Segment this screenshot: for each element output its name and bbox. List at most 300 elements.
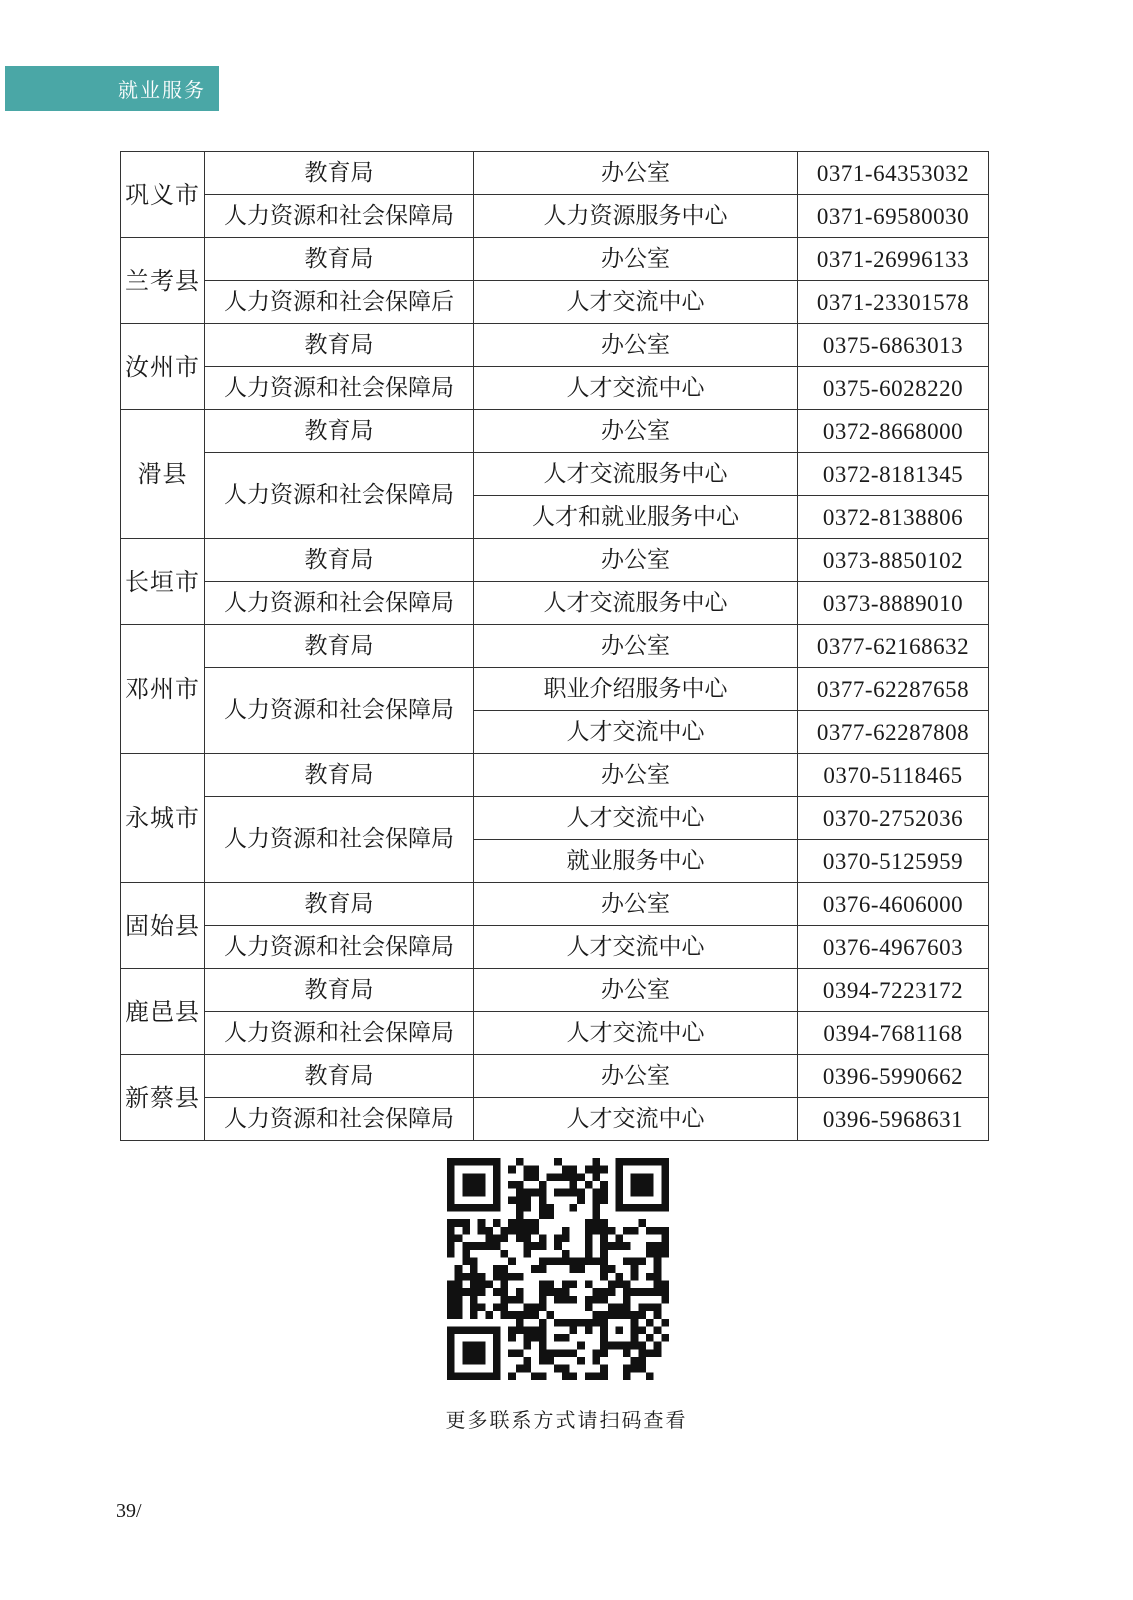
qr-module (562, 1372, 570, 1380)
qr-module (539, 1349, 547, 1357)
qr-finder-inner (462, 1173, 485, 1196)
qr-module (516, 1326, 524, 1334)
qr-module (455, 1303, 463, 1311)
qr-module (524, 1196, 532, 1204)
qr-module (585, 1166, 593, 1174)
qr-module (485, 1227, 493, 1235)
qr-module (600, 1258, 608, 1266)
qr-module (531, 1227, 539, 1235)
qr-module (508, 1258, 516, 1266)
county-cell: 新蔡县 (121, 1055, 205, 1141)
qr-module (447, 1288, 455, 1296)
qr-module (455, 1280, 463, 1288)
qr-module (592, 1357, 600, 1365)
qr-module (547, 1280, 555, 1288)
qr-module (562, 1296, 570, 1304)
qr-module (623, 1296, 631, 1304)
qr-module (455, 1219, 463, 1227)
office-cell: 人才交流中心 (474, 281, 798, 324)
qr-module (600, 1365, 608, 1373)
qr-module (478, 1242, 486, 1250)
phone-cell: 0375-6028220 (798, 367, 989, 410)
qr-module (462, 1273, 470, 1281)
qr-module (547, 1311, 555, 1319)
qr-module (654, 1349, 662, 1357)
qr-module (508, 1227, 516, 1235)
office-cell: 办公室 (474, 410, 798, 453)
qr-module (638, 1326, 646, 1334)
qr-finder-inner (462, 1342, 485, 1365)
qr-module (470, 1311, 478, 1319)
qr-module (501, 1288, 509, 1296)
qr-module (638, 1258, 646, 1266)
qr-module (585, 1303, 593, 1311)
qr-module (585, 1235, 593, 1243)
qr-module (455, 1296, 463, 1304)
qr-module (470, 1265, 478, 1273)
office-cell: 办公室 (474, 539, 798, 582)
qr-module (508, 1334, 516, 1342)
qr-module (462, 1258, 470, 1266)
qr-module (615, 1303, 623, 1311)
office-cell: 办公室 (474, 1055, 798, 1098)
qr-module (577, 1319, 585, 1327)
qr-module (592, 1189, 600, 1197)
qr-module (646, 1303, 654, 1311)
department-cell: 教育局 (205, 1055, 474, 1098)
qr-module (547, 1288, 555, 1296)
qr-module (470, 1242, 478, 1250)
table-row (121, 625, 989, 668)
qr-module (585, 1296, 593, 1304)
qr-module (447, 1242, 455, 1250)
qr-module (462, 1227, 470, 1235)
office-cell: 人才交流服务中心 (474, 453, 798, 496)
qr-module (600, 1242, 608, 1250)
qr-module (638, 1311, 646, 1319)
phone-cell: 0372-8138806 (798, 496, 989, 539)
department-cell: 教育局 (205, 410, 474, 453)
qr-module (554, 1158, 562, 1166)
qr-module (623, 1288, 631, 1296)
office-cell: 办公室 (474, 754, 798, 797)
qr-module (646, 1334, 654, 1342)
qr-module (516, 1235, 524, 1243)
qr-module (539, 1181, 547, 1189)
qr-module (654, 1288, 662, 1296)
qr-module (524, 1326, 532, 1334)
qr-module (493, 1235, 501, 1243)
qr-module (478, 1303, 486, 1311)
phone-cell: 0371-23301578 (798, 281, 989, 324)
qr-module (554, 1189, 562, 1197)
table-row (121, 1012, 989, 1055)
qr-module (615, 1280, 623, 1288)
qr-module (554, 1258, 562, 1266)
qr-module (646, 1372, 654, 1380)
qr-module (478, 1273, 486, 1281)
qr-module (585, 1326, 593, 1334)
qr-module (478, 1280, 486, 1288)
department-cell: 教育局 (205, 754, 474, 797)
county-cell: 鹿邑县 (121, 969, 205, 1055)
qr-module (516, 1319, 524, 1327)
qr-module (508, 1196, 516, 1204)
section-title: 就业服务 (118, 78, 206, 102)
qr-module (508, 1296, 516, 1304)
qr-module (524, 1227, 532, 1235)
qr-module (562, 1319, 570, 1327)
qr-module (531, 1189, 539, 1197)
qr-module (577, 1189, 585, 1197)
qr-module (600, 1273, 608, 1281)
qr-module (493, 1265, 501, 1273)
department-cell: 人力资源和社会保障局 (205, 926, 474, 969)
qr-module (623, 1372, 631, 1380)
qr-module (470, 1273, 478, 1281)
qr-module (531, 1326, 539, 1334)
qr-module (592, 1158, 600, 1166)
phone-cell: 0377-62168632 (798, 625, 989, 668)
county-cell: 汝州市 (121, 324, 205, 410)
phone-cell: 0371-26996133 (798, 238, 989, 281)
department-cell: 人力资源和社会保障后 (205, 281, 474, 324)
qr-module (524, 1303, 532, 1311)
qr-module (608, 1280, 616, 1288)
qr-module (554, 1242, 562, 1250)
office-cell: 办公室 (474, 625, 798, 668)
qr-caption: 更多联系方式请扫码查看 (445, 1408, 688, 1432)
phone-cell: 0372-8181345 (798, 453, 989, 496)
qr-module (485, 1235, 493, 1243)
qr-module (608, 1265, 616, 1273)
page-number: 39/ (116, 1500, 142, 1522)
qr-module (501, 1273, 509, 1281)
qr-module (455, 1273, 463, 1281)
county-cell: 邓州市 (121, 625, 205, 754)
qr-module (531, 1242, 539, 1250)
qr-module (585, 1372, 593, 1380)
office-cell: 办公室 (474, 324, 798, 367)
qr-module (585, 1319, 593, 1327)
qr-module (623, 1349, 631, 1357)
qr-module (569, 1349, 577, 1357)
qr-module (462, 1219, 470, 1227)
qr-module (516, 1296, 524, 1304)
qr-module (516, 1204, 524, 1212)
qr-module (547, 1258, 555, 1266)
qr-module (531, 1173, 539, 1181)
qr-module (531, 1334, 539, 1342)
office-cell: 就业服务中心 (474, 840, 798, 883)
phone-cell: 0396-5968631 (798, 1098, 989, 1141)
table-row (121, 883, 989, 926)
qr-module (516, 1365, 524, 1373)
qr-module (524, 1334, 532, 1342)
qr-module (539, 1196, 547, 1204)
county-cell: 巩义市 (121, 152, 205, 238)
qr-module (554, 1235, 562, 1243)
qr-module (631, 1273, 639, 1281)
qr-module (539, 1258, 547, 1266)
qr-module (562, 1189, 570, 1197)
qr-module (631, 1357, 639, 1365)
department-cell: 教育局 (205, 238, 474, 281)
qr-module (447, 1303, 455, 1311)
qr-module (615, 1235, 623, 1243)
qr-module (585, 1258, 593, 1266)
qr-module (562, 1250, 570, 1258)
qr-module (539, 1326, 547, 1334)
qr-module (554, 1334, 562, 1342)
qr-module (585, 1181, 593, 1189)
table-row (121, 668, 989, 711)
qr-module (501, 1250, 509, 1258)
qr-module (638, 1349, 646, 1357)
qr-module (592, 1196, 600, 1204)
qr-module (516, 1196, 524, 1204)
qr-module (447, 1280, 455, 1288)
qr-module (508, 1181, 516, 1189)
qr-module (585, 1242, 593, 1250)
qr-module (516, 1219, 524, 1227)
table-row (121, 195, 989, 238)
qr-module (539, 1342, 547, 1350)
department-cell: 教育局 (205, 152, 474, 195)
phone-cell: 0370-5125959 (798, 840, 989, 883)
qr-module (654, 1250, 662, 1258)
qr-module (524, 1204, 532, 1212)
qr-module (638, 1365, 646, 1373)
qr-module (577, 1196, 585, 1204)
qr-module (562, 1258, 570, 1266)
department-cell: 教育局 (205, 625, 474, 668)
office-cell: 人才交流中心 (474, 1012, 798, 1055)
qr-module (531, 1303, 539, 1311)
qr-module (501, 1235, 509, 1243)
qr-module (524, 1219, 532, 1227)
qr-module (554, 1319, 562, 1327)
qr-module (654, 1258, 662, 1266)
table-row (121, 367, 989, 410)
phone-cell: 0394-7681168 (798, 1012, 989, 1055)
qr-module (447, 1296, 455, 1304)
qr-module (470, 1303, 478, 1311)
office-cell: 人才交流中心 (474, 711, 798, 754)
qr-module (646, 1319, 654, 1327)
qr-module (562, 1349, 570, 1357)
qr-module (661, 1235, 669, 1243)
qr-module (623, 1365, 631, 1373)
qr-module (623, 1303, 631, 1311)
qr-module (562, 1288, 570, 1296)
qr-module (516, 1227, 524, 1235)
office-cell: 人才交流中心 (474, 797, 798, 840)
qr-module (524, 1235, 532, 1243)
qr-module (501, 1227, 509, 1235)
qr-module (623, 1280, 631, 1288)
phone-cell: 0377-62287658 (798, 668, 989, 711)
table-row (121, 797, 989, 840)
qr-module (654, 1280, 662, 1288)
qr-module (493, 1242, 501, 1250)
qr-module (661, 1334, 669, 1342)
qr-module (470, 1288, 478, 1296)
qr-module (447, 1250, 455, 1258)
qr-module (592, 1372, 600, 1380)
qr-module (516, 1181, 524, 1189)
qr-module (654, 1227, 662, 1235)
qr-module (447, 1235, 455, 1243)
qr-module (547, 1349, 555, 1357)
qr-module (592, 1166, 600, 1174)
qr-module (577, 1342, 585, 1350)
phone-cell: 0375-6863013 (798, 324, 989, 367)
qr-module (654, 1326, 662, 1334)
qr-align-inner (615, 1326, 623, 1334)
phone-cell: 0372-8668000 (798, 410, 989, 453)
department-cell: 人力资源和社会保障局 (205, 668, 474, 754)
qr-module (547, 1212, 555, 1220)
table-row (121, 1098, 989, 1141)
qr-module (646, 1273, 654, 1281)
qr-module (493, 1219, 501, 1227)
qr-module (608, 1303, 616, 1311)
qr-module (569, 1204, 577, 1212)
qr-module (646, 1227, 654, 1235)
qr-module (592, 1212, 600, 1220)
qr-module (600, 1288, 608, 1296)
qr-module (516, 1273, 524, 1281)
qr-module (539, 1189, 547, 1197)
qr-module (539, 1235, 547, 1243)
table-row (121, 281, 989, 324)
table-row (121, 754, 989, 797)
qr-module (516, 1349, 524, 1357)
department-cell: 教育局 (205, 324, 474, 367)
qr-module (554, 1296, 562, 1304)
department-cell: 人力资源和社会保障局 (205, 453, 474, 539)
qr-module (508, 1219, 516, 1227)
qr-module (569, 1258, 577, 1266)
qr-module (562, 1334, 570, 1342)
phone-cell: 0377-62287808 (798, 711, 989, 754)
office-cell: 职业介绍服务中心 (474, 668, 798, 711)
qr-module (516, 1311, 524, 1319)
qr-module (646, 1250, 654, 1258)
qr-module (623, 1227, 631, 1235)
qr-module (539, 1334, 547, 1342)
county-cell: 兰考县 (121, 238, 205, 324)
qr-module (562, 1227, 570, 1235)
qr-module (646, 1242, 654, 1250)
qr-module (455, 1288, 463, 1296)
qr-module (554, 1288, 562, 1296)
qr-module (493, 1288, 501, 1296)
department-cell: 人力资源和社会保障局 (205, 367, 474, 410)
qr-module (562, 1173, 570, 1181)
qr-module (455, 1265, 463, 1273)
qr-module (524, 1173, 532, 1181)
department-cell: 教育局 (205, 883, 474, 926)
qr-module (631, 1227, 639, 1235)
qr-module (661, 1250, 669, 1258)
qr-module (638, 1357, 646, 1365)
qr-module (508, 1326, 516, 1334)
qr-module (661, 1296, 669, 1304)
qr-module (608, 1227, 616, 1235)
qr-module (600, 1349, 608, 1357)
qr-module (462, 1242, 470, 1250)
qr-module (524, 1342, 532, 1350)
qr-module (531, 1219, 539, 1227)
phone-cell: 0371-64353032 (798, 152, 989, 195)
qr-module (524, 1250, 532, 1258)
qr-module (569, 1372, 577, 1380)
qr-module (631, 1365, 639, 1373)
table-row (121, 238, 989, 281)
table-row (121, 539, 989, 582)
qr-module (631, 1265, 639, 1273)
qr-module (569, 1181, 577, 1189)
qr-module (623, 1258, 631, 1266)
office-cell: 人才交流中心 (474, 367, 798, 410)
qr-module (562, 1280, 570, 1288)
office-cell: 人才交流服务中心 (474, 582, 798, 625)
qr-module (592, 1349, 600, 1357)
qr-module (524, 1311, 532, 1319)
qr-module (608, 1288, 616, 1296)
qr-module (547, 1357, 555, 1365)
office-cell: 办公室 (474, 883, 798, 926)
qr-module (577, 1258, 585, 1266)
qr-module (547, 1173, 555, 1181)
table-row (121, 324, 989, 367)
qr-module (547, 1204, 555, 1212)
qr-module (585, 1250, 593, 1258)
qr-module (531, 1372, 539, 1380)
qr-module (539, 1357, 547, 1365)
qr-module (470, 1280, 478, 1288)
qr-module (569, 1280, 577, 1288)
qr-module (485, 1280, 493, 1288)
phone-cell: 0396-5990662 (798, 1055, 989, 1098)
office-cell: 人力资源服务中心 (474, 195, 798, 238)
qr-finder-inner (631, 1173, 654, 1196)
qr-module (569, 1319, 577, 1327)
department-cell: 人力资源和社会保障局 (205, 195, 474, 238)
county-cell: 固始县 (121, 883, 205, 969)
qr-module (554, 1365, 562, 1373)
qr-module (478, 1219, 486, 1227)
qr-module (539, 1372, 547, 1380)
qr-module (554, 1349, 562, 1357)
qr-module (592, 1219, 600, 1227)
qr-module (577, 1173, 585, 1181)
qr-module (646, 1349, 654, 1357)
qr-module (485, 1311, 493, 1319)
qr-module (661, 1319, 669, 1327)
qr-module (661, 1280, 669, 1288)
phone-cell: 0376-4606000 (798, 883, 989, 926)
qr-module (508, 1311, 516, 1319)
county-cell: 永城市 (121, 754, 205, 883)
qr-module (592, 1288, 600, 1296)
qr-module (615, 1242, 623, 1250)
qr-module (592, 1319, 600, 1327)
qr-module (524, 1166, 532, 1174)
qr-module (562, 1166, 570, 1174)
